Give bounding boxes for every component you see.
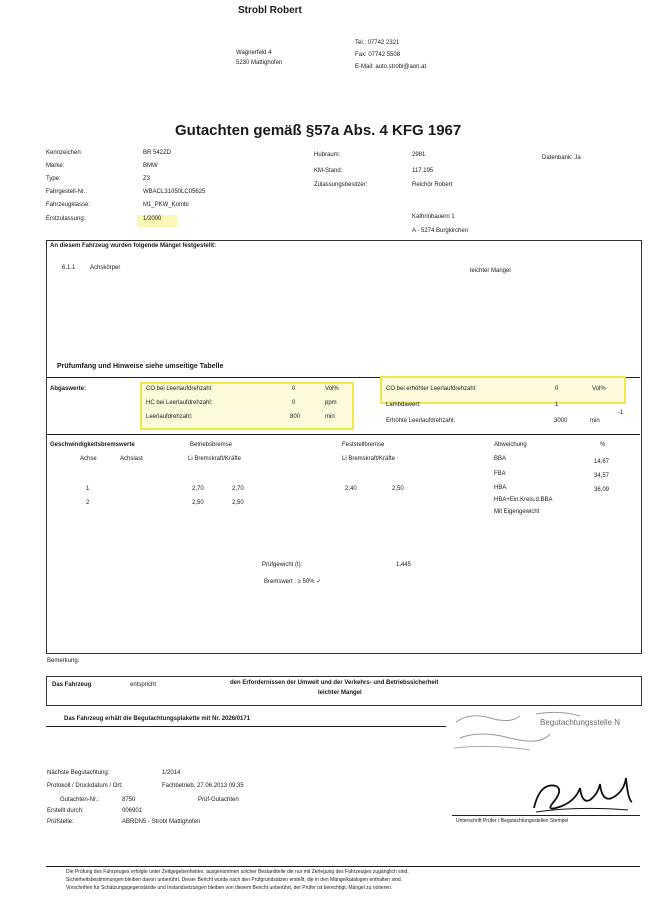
deviation-value: 14,67	[594, 459, 610, 465]
displacement: 2981	[412, 152, 426, 158]
emission-name: CO bei Leerlaufdrehzahl:	[146, 386, 213, 392]
remarks-label: Bemerkung:	[47, 658, 80, 664]
brake-axis: 2	[86, 500, 90, 506]
emission-name: HC bei Leerlaufdrehzahl:	[146, 400, 213, 406]
vehicle-label: KM-Stand:	[314, 168, 343, 174]
vehicle-label: Zulassungsbesitzer:	[314, 182, 368, 188]
fax: Fax: 07742 5508	[355, 52, 401, 58]
scope-heading: Prüfumfang und Hinweise siehe umseitige Tabelle	[57, 363, 224, 370]
signature-line	[452, 815, 640, 816]
report-no-value: 8750	[122, 797, 136, 803]
place-value: 006901	[122, 808, 143, 814]
emission-unit: Vol%	[325, 386, 339, 392]
vehicle-label: Fahrgestell-Nr.:	[46, 189, 88, 195]
vin: WBACL31050LC05625	[143, 189, 206, 195]
vehicle-label: Marke:	[46, 163, 65, 169]
emission-value: 0	[292, 386, 296, 392]
col-axle-load: Achslast	[120, 456, 143, 462]
inspector-value: ABRDN5 - Strobl Mattighofen	[122, 819, 201, 825]
deviation-label: FBA	[494, 471, 506, 477]
emission-name: CO bei erhöhter Leerlaufdrehzahl:	[386, 386, 477, 392]
parking-subhead: Li Bremskraft/Kräfte	[342, 456, 396, 462]
next-inspection-value: 1/2014	[162, 770, 181, 776]
result-status: entspricht	[130, 682, 157, 688]
emission-value: 0	[555, 386, 559, 392]
signature-caption: Unterschrift Prüfer / Begutachtungsstellen Stempel	[456, 818, 569, 824]
emission-name: Leerlaufdrehzahl:	[146, 414, 193, 420]
parking-right: 2,50	[392, 486, 404, 492]
odometer: 117.195	[412, 168, 434, 174]
inspector-label: Prüfstelle:	[47, 819, 74, 825]
emission-value: 3000	[554, 418, 568, 424]
vehicle-label: Fahrzeugklasse:	[46, 202, 91, 208]
print-label: Protokoll / Druckdatum / Ort:	[47, 783, 123, 789]
database-flag: Datenbank: Ja	[542, 155, 581, 161]
emission-unit: min	[590, 418, 600, 424]
deviation-label: HBA	[494, 485, 507, 491]
vehicle-class: M1_PKW_Kombi	[143, 202, 189, 208]
document-title: Gutachten gemäß §57a Abs. 4 KFG 1967	[175, 122, 462, 139]
defects-heading: An diesem Fahrzeug wurden folgende Mängel festgestellt:	[50, 243, 217, 249]
report-no-label: Gutachten-Nr.:	[60, 797, 100, 803]
address-street: Wagnerfeld 4	[236, 50, 272, 56]
vehicle-label: Type:	[46, 176, 61, 182]
emission-value: 1	[555, 402, 559, 408]
test-weight-value: 1,445	[396, 562, 412, 568]
col-axis: Achse	[80, 456, 97, 462]
emission-name: Erhöhte Leerlaufdrehzahl:	[386, 418, 456, 424]
emission-value: 800	[290, 414, 301, 420]
brake-axis: 1	[86, 486, 90, 492]
plate-number: BR 542ZD	[143, 150, 172, 156]
registered-owner: Reichör Robert	[412, 182, 453, 188]
emission-unit: min	[325, 414, 335, 420]
deviation-label: HBA+Ein.Kreis.d.BBA	[494, 497, 553, 503]
emission-unit: ppm	[325, 400, 337, 406]
deviation-label: Mit Eigengewicht	[494, 509, 540, 515]
report-no-tag: Prüf-Gutachten	[198, 797, 239, 803]
type: Z3	[143, 176, 151, 182]
result-line1: den Erfordernissen der Umwelt und der Verkehrs- und Betriebssicherheit	[230, 680, 439, 686]
defect-code: 6.1.1	[62, 265, 76, 271]
owner-city: A - 5274 Burgkirchen	[412, 228, 469, 234]
defect-severity: leichter Mangel	[470, 268, 511, 274]
deviation-unit: %	[600, 442, 606, 448]
service-left: 2,70	[192, 486, 204, 492]
make: BMW	[143, 163, 158, 169]
stamp-text: Begutachtungsstelle N	[540, 718, 621, 727]
divider	[46, 726, 446, 727]
inspector-signature	[528, 770, 638, 818]
fineprint-line: Vorschriften für Schätzungsgegenstände und Instandsetzungen bleiben von diesem Bericht unberührt, der Prüfer ist berechtigt, Mängel zu notieren.	[66, 885, 393, 891]
service-right: 2,50	[232, 500, 244, 506]
vehicle-label: Hubraum:	[314, 152, 341, 158]
emission-unit: Vol%	[592, 386, 606, 392]
email: E-Mail: auto.strobl@aon.at	[355, 64, 427, 70]
service-right: 2,70	[232, 486, 244, 492]
fineprint-line: Die Prüfung des Fahrzeuges erfolgte unter Zeitgegebenheiten, ausgenommen solcher Bestandteile die nur mit Zerlegung des Fahrzeuges zugänglich sind.	[66, 869, 409, 875]
divider	[46, 434, 640, 435]
fineprint-line: Sicherheitsbestimmungen bleiben davon unberührt. Dieser Bericht wurde nach den Prüfgrundsätzen erstellt, die in den Mängelkatalogen enthalten sind.	[66, 877, 403, 883]
test-weight-label: Prüfgewicht (t):	[262, 562, 303, 568]
divider	[46, 866, 640, 867]
emission-value: 0	[292, 400, 296, 406]
parking-left: 2,40	[345, 486, 357, 492]
deviation-value: 36,09	[594, 487, 610, 493]
place-label: Erstellt durch:	[47, 808, 84, 814]
print-value: Fachbetrieb, 27.06.2013 09:35	[162, 783, 244, 789]
deviation-heading: Abweichung	[494, 442, 527, 448]
service-left: 2,50	[192, 500, 204, 506]
next-inspection-label: Nächste Begutachtung:	[47, 770, 110, 776]
emission-name: Lambdawert:	[386, 402, 421, 408]
rpm-superscript: -1	[618, 410, 624, 416]
parking-brake-heading: Feststellbremse	[342, 442, 385, 448]
plate-notice: Das Fahrzeug erhält die Begutachtungsplakette mit Nr. 2026/0171	[64, 716, 251, 722]
brakes-heading: Geschwindigkeitsbremswerte	[50, 442, 135, 448]
address-city: 5230 Mattighofen	[236, 60, 283, 66]
inspection-stamp	[450, 708, 662, 754]
vehicle-label: Kennzeichen:	[46, 150, 83, 156]
emissions-label: Abgaswerte:	[50, 386, 87, 392]
deviation-value: 34,57	[594, 473, 610, 479]
owner-street: Kathrinbauern 1	[412, 214, 455, 220]
first-registration: 1/2000	[143, 216, 162, 222]
phone: Tel.: 07742 2321	[355, 40, 400, 46]
result-line2: leichter Mangel	[318, 690, 362, 696]
defect-part: Achskörper	[90, 265, 121, 271]
deviation-label: BBA	[494, 456, 507, 462]
service-brake-heading: Betriebsbremse	[190, 442, 233, 448]
result-prefix: Das Fahrzeug	[52, 682, 92, 688]
brake-rating: Bremswert : ≥ 50% ✓	[264, 579, 322, 585]
service-subhead: Li Bremskraft/Kräfte	[188, 456, 242, 462]
owner-name: Strobl Robert	[238, 5, 302, 16]
vehicle-label: Erstzulassung:	[46, 216, 86, 222]
